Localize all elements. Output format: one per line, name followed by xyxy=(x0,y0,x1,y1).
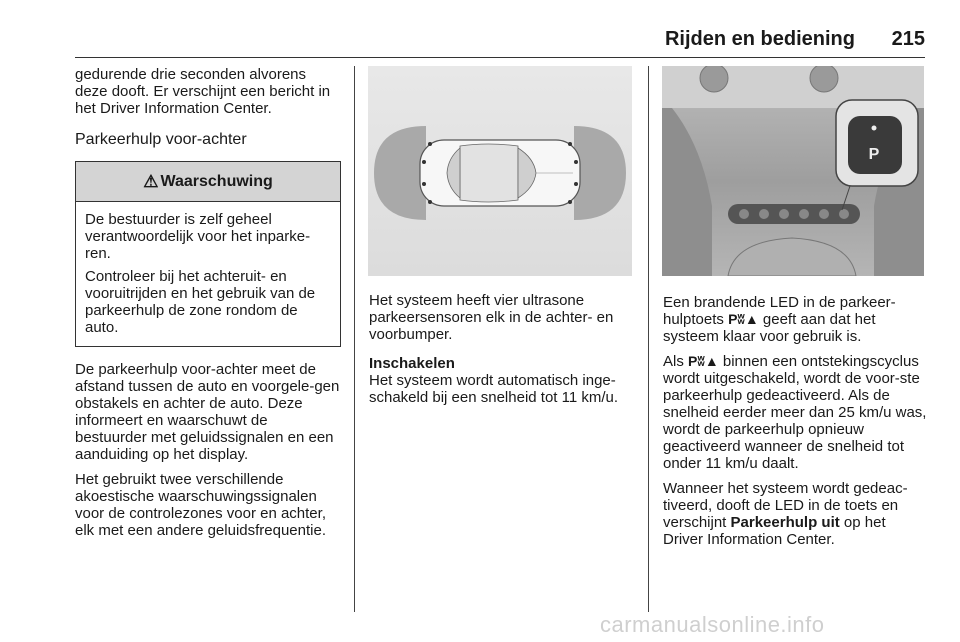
text-span: op het Driver Information Center. xyxy=(663,514,886,548)
body-paragraph xyxy=(663,353,929,472)
text-span: Als xyxy=(663,353,684,370)
warning-title: Waarschuwing xyxy=(160,173,273,190)
body-paragraph: Het systeem wordt automatisch inge-schakeld bij een snelheid tot 11 km/u. xyxy=(369,372,619,406)
front-sensor-zone xyxy=(574,126,626,220)
header-rule xyxy=(75,57,925,58)
page-header xyxy=(75,28,925,56)
car-top-view-icon xyxy=(368,66,632,276)
rear-sensor-zone xyxy=(374,126,426,220)
text-span: geeft aan dat het systeem klaar voor gebruik is. xyxy=(663,311,876,345)
text-span: binnen een ontstekingscyclus wordt uitgeschakeld, wordt de voor-ste parkeerhulp gedeactiveerd. Als de snelheid eerder meer dan 25 km/u was, wordt de parkeerhulp opnieuw geactiveerd wanneer de snelheid tot onder 11 km/u daalt. xyxy=(663,353,927,472)
right-column xyxy=(663,294,929,556)
car-sensor-illustration xyxy=(368,66,632,276)
park-assist-icon: Pʬ▲ xyxy=(688,353,719,369)
body-paragraph: De parkeerhulp voor-achter meet de afstand tussen de auto en voorgele-gen obstakels en achter de auto. Deze informeert en waarschuwt de bestuurder met geluidssignalen en een aanduiding op het display. xyxy=(75,361,340,463)
middle-column xyxy=(369,292,635,414)
intro-paragraph: gedurende drie seconden alvorens deze dooft. Er verschijnt een bericht in het Driver Information Center. xyxy=(75,66,331,117)
status-message: Parkeerhulp uit xyxy=(730,514,840,531)
warning-body xyxy=(76,202,340,346)
warning-header xyxy=(76,162,340,202)
park-assist-icon: Pʬ▲ xyxy=(728,311,759,327)
console-illustration xyxy=(662,66,924,276)
body-paragraph: Het gebruikt twee verschillende akoestische waarschuwingssignalen voor de controlezones voor en achter, elk met een andere geluidsfrequentie. xyxy=(75,471,327,539)
text-span: Een brandende LED in de parkeer-hulptoets xyxy=(663,294,896,328)
column-divider xyxy=(648,66,649,612)
warning-text: Controleer bij het achteruit- en vooruitrijden en het gebruik van de parkeerhulp de zone rondom de auto. xyxy=(85,268,316,336)
body-paragraph xyxy=(663,294,929,345)
column-divider xyxy=(354,66,355,612)
center-console-icon xyxy=(662,66,924,276)
section-subheading: Inschakelen xyxy=(369,355,455,372)
watermark: carmanualsonline.info xyxy=(600,612,825,637)
text-span: Wanneer het systeem wordt gedeac-tiveerd, dooft de LED in de toets en verschijnt xyxy=(663,480,908,531)
page-number: 215 xyxy=(891,28,925,50)
body-paragraph xyxy=(663,480,929,548)
warning-icon: ⚠ xyxy=(143,172,159,191)
warning-text: De bestuurder is zelf geheel verantwoordelijk voor het inparke-ren. xyxy=(85,211,311,262)
warning-box xyxy=(75,161,341,347)
chapter-title: Rijden en bediening xyxy=(664,28,855,50)
svg-text:P: P xyxy=(868,146,880,163)
body-paragraph: Het systeem heeft vier ultrasone parkeersensoren elk in de achter- en voorbumper. xyxy=(369,292,614,343)
left-column xyxy=(75,66,341,547)
section-heading: Parkeerhulp voor-achter xyxy=(75,131,247,148)
